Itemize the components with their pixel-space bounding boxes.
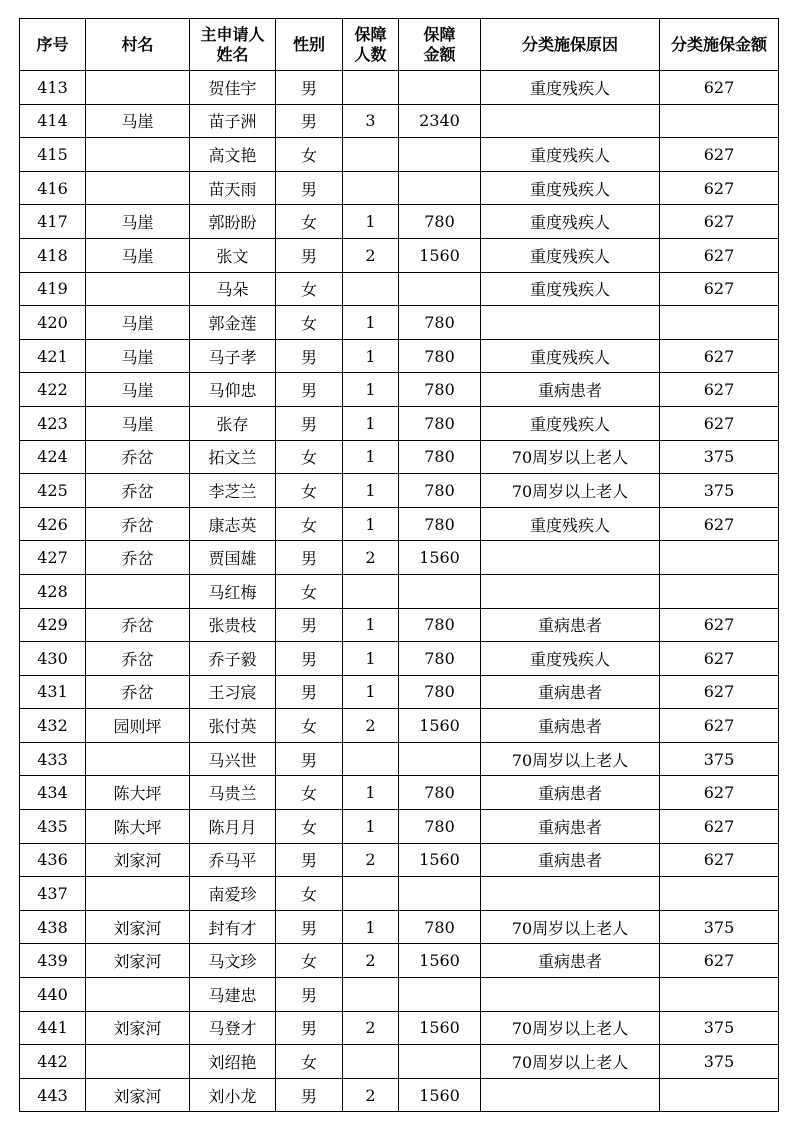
category-reason-cell: 重病患者 (481, 675, 660, 709)
category-reason-cell: 重度残疾人 (481, 272, 660, 306)
covered-count-cell: 1 (343, 608, 399, 642)
covered-count-cell (343, 978, 399, 1012)
table-row (20, 742, 779, 776)
gender-cell: 女 (276, 440, 343, 474)
gender-cell: 男 (276, 843, 343, 877)
amount-cell (399, 742, 481, 776)
village-cell: 乔岔 (86, 675, 190, 709)
gender-cell: 男 (276, 541, 343, 575)
seq-cell: 439 (20, 944, 86, 978)
category-reason-cell: 重度残疾人 (481, 238, 660, 272)
category-amount-cell: 627 (660, 171, 779, 205)
gender-cell: 男 (276, 642, 343, 676)
header-cell-village: 村名 (86, 19, 190, 71)
amount-cell: 780 (399, 474, 481, 508)
category-amount-cell: 627 (660, 776, 779, 810)
applicant-name-cell: 马红梅 (190, 574, 276, 608)
gender-cell: 女 (276, 776, 343, 810)
covered-count-cell: 1 (343, 373, 399, 407)
applicant-name-cell: 康志英 (190, 507, 276, 541)
category-reason-cell: 重度残疾人 (481, 171, 660, 205)
seq-cell: 414 (20, 104, 86, 138)
applicant-name-cell: 刘绍艳 (190, 1045, 276, 1079)
amount-cell: 1560 (399, 1078, 481, 1112)
covered-count-cell: 2 (343, 541, 399, 575)
covered-count-cell: 1 (343, 776, 399, 810)
village-cell (86, 272, 190, 306)
seq-cell: 418 (20, 238, 86, 272)
gender-cell: 女 (276, 944, 343, 978)
seq-cell: 429 (20, 608, 86, 642)
applicant-name-cell: 郭盼盼 (190, 205, 276, 239)
gender-cell: 男 (276, 1078, 343, 1112)
table-header (20, 19, 779, 71)
table-row (20, 406, 779, 440)
gender-cell: 男 (276, 339, 343, 373)
covered-count-cell: 1 (343, 642, 399, 676)
gender-cell: 男 (276, 406, 343, 440)
covered-count-cell (343, 877, 399, 911)
covered-count-cell: 2 (343, 709, 399, 743)
gender-cell: 男 (276, 608, 343, 642)
village-cell (86, 71, 190, 105)
village-cell: 马崖 (86, 406, 190, 440)
category-reason-cell: 重度残疾人 (481, 507, 660, 541)
category-amount-cell (660, 306, 779, 340)
gender-cell: 女 (276, 205, 343, 239)
gender-cell: 男 (276, 373, 343, 407)
gender-cell: 女 (276, 810, 343, 844)
covered-count-cell (343, 272, 399, 306)
amount-cell: 780 (399, 776, 481, 810)
category-amount-cell: 375 (660, 742, 779, 776)
table-row (20, 440, 779, 474)
table-row (20, 843, 779, 877)
category-reason-cell (481, 877, 660, 911)
table-row (20, 373, 779, 407)
applicant-name-cell: 马仰忠 (190, 373, 276, 407)
applicant-name-cell: 陈月月 (190, 810, 276, 844)
village-cell: 刘家河 (86, 944, 190, 978)
village-cell (86, 574, 190, 608)
seq-cell: 423 (20, 406, 86, 440)
seq-cell: 425 (20, 474, 86, 508)
category-reason-cell: 70周岁以上老人 (481, 440, 660, 474)
amount-cell: 780 (399, 373, 481, 407)
category-reason-cell: 70周岁以上老人 (481, 1045, 660, 1079)
village-cell: 刘家河 (86, 910, 190, 944)
village-cell: 马崖 (86, 306, 190, 340)
applicant-name-cell: 马子孝 (190, 339, 276, 373)
seq-cell: 432 (20, 709, 86, 743)
category-amount-cell: 627 (660, 238, 779, 272)
gender-cell: 男 (276, 71, 343, 105)
seq-cell: 422 (20, 373, 86, 407)
amount-cell: 1560 (399, 238, 481, 272)
covered-count-cell: 1 (343, 507, 399, 541)
table-row (20, 171, 779, 205)
category-amount-cell: 627 (660, 843, 779, 877)
gender-cell: 男 (276, 1011, 343, 1045)
category-amount-cell (660, 1078, 779, 1112)
amount-cell: 1560 (399, 709, 481, 743)
category-reason-cell: 重病患者 (481, 776, 660, 810)
amount-cell: 780 (399, 507, 481, 541)
category-amount-cell (660, 541, 779, 575)
village-cell: 乔岔 (86, 507, 190, 541)
seq-cell: 436 (20, 843, 86, 877)
header-row (20, 19, 779, 71)
seq-cell: 426 (20, 507, 86, 541)
covered-count-cell: 1 (343, 205, 399, 239)
category-reason-cell (481, 978, 660, 1012)
category-amount-cell: 375 (660, 910, 779, 944)
village-cell: 刘家河 (86, 843, 190, 877)
category-amount-cell: 627 (660, 642, 779, 676)
village-cell: 乔岔 (86, 541, 190, 575)
header-cell-seq: 序号 (20, 19, 86, 71)
applicant-name-cell: 封有才 (190, 910, 276, 944)
table-row (20, 810, 779, 844)
gender-cell: 女 (276, 1045, 343, 1079)
village-cell: 乔岔 (86, 608, 190, 642)
table-row (20, 675, 779, 709)
table-row (20, 238, 779, 272)
category-reason-cell: 70周岁以上老人 (481, 742, 660, 776)
covered-count-cell (343, 171, 399, 205)
header-cell-gender: 性别 (276, 19, 343, 71)
table-row (20, 71, 779, 105)
seq-cell: 428 (20, 574, 86, 608)
table-row (20, 507, 779, 541)
amount-cell: 780 (399, 440, 481, 474)
applicant-name-cell: 张付英 (190, 709, 276, 743)
category-reason-cell: 重度残疾人 (481, 642, 660, 676)
table-row (20, 877, 779, 911)
amount-cell: 2340 (399, 104, 481, 138)
village-cell (86, 1045, 190, 1079)
village-cell (86, 742, 190, 776)
covered-count-cell: 1 (343, 474, 399, 508)
applicant-name-cell: 王习宸 (190, 675, 276, 709)
applicant-name-cell: 刘小龙 (190, 1078, 276, 1112)
amount-cell: 780 (399, 642, 481, 676)
category-reason-cell: 重度残疾人 (481, 339, 660, 373)
header-cell-applicant: 主申请人姓名 (190, 19, 276, 71)
covered-count-cell: 1 (343, 810, 399, 844)
applicant-name-cell: 高文艳 (190, 138, 276, 172)
table-row (20, 474, 779, 508)
category-amount-cell: 627 (660, 138, 779, 172)
amount-cell (399, 171, 481, 205)
gender-cell: 男 (276, 104, 343, 138)
category-amount-cell: 627 (660, 608, 779, 642)
covered-count-cell: 1 (343, 306, 399, 340)
table-row (20, 1045, 779, 1079)
applicant-name-cell: 马文珍 (190, 944, 276, 978)
table-row (20, 138, 779, 172)
header-cell-category-amount: 分类施保金额 (660, 19, 779, 71)
table-row (20, 608, 779, 642)
applicant-name-cell: 乔马平 (190, 843, 276, 877)
seq-cell: 419 (20, 272, 86, 306)
covered-count-cell: 2 (343, 238, 399, 272)
amount-cell: 1560 (399, 541, 481, 575)
subsistence-roster-table (19, 18, 779, 1112)
table-row (20, 910, 779, 944)
category-reason-cell (481, 1078, 660, 1112)
table-row (20, 272, 779, 306)
applicant-name-cell: 马朵 (190, 272, 276, 306)
header-cell-covered-count: 保障人数 (343, 19, 399, 71)
village-cell: 马崖 (86, 238, 190, 272)
category-reason-cell: 70周岁以上老人 (481, 1011, 660, 1045)
applicant-name-cell: 贺佳宇 (190, 71, 276, 105)
applicant-name-cell: 李芝兰 (190, 474, 276, 508)
category-amount-cell (660, 978, 779, 1012)
applicant-name-cell: 南爱珍 (190, 877, 276, 911)
covered-count-cell: 1 (343, 440, 399, 474)
village-cell: 园则坪 (86, 709, 190, 743)
covered-count-cell: 3 (343, 104, 399, 138)
village-cell (86, 877, 190, 911)
seq-cell: 442 (20, 1045, 86, 1079)
covered-count-cell: 1 (343, 406, 399, 440)
category-reason-cell: 重度残疾人 (481, 406, 660, 440)
category-reason-cell: 重度残疾人 (481, 138, 660, 172)
seq-cell: 413 (20, 71, 86, 105)
covered-count-cell: 2 (343, 1078, 399, 1112)
seq-cell: 435 (20, 810, 86, 844)
applicant-name-cell: 拓文兰 (190, 440, 276, 474)
header-cell-amount: 保障金额 (399, 19, 481, 71)
category-amount-cell (660, 574, 779, 608)
category-amount-cell: 627 (660, 709, 779, 743)
covered-count-cell: 1 (343, 910, 399, 944)
applicant-name-cell: 张存 (190, 406, 276, 440)
category-reason-cell (481, 104, 660, 138)
category-amount-cell: 627 (660, 373, 779, 407)
category-reason-cell: 重病患者 (481, 944, 660, 978)
applicant-name-cell: 贾国雄 (190, 541, 276, 575)
seq-cell: 438 (20, 910, 86, 944)
gender-cell: 女 (276, 272, 343, 306)
seq-cell: 417 (20, 205, 86, 239)
table-row (20, 1078, 779, 1112)
category-amount-cell: 627 (660, 339, 779, 373)
village-cell: 乔岔 (86, 642, 190, 676)
village-cell (86, 171, 190, 205)
amount-cell (399, 138, 481, 172)
amount-cell: 780 (399, 910, 481, 944)
gender-cell: 女 (276, 474, 343, 508)
category-reason-cell: 重度残疾人 (481, 205, 660, 239)
village-cell: 乔岔 (86, 474, 190, 508)
gender-cell: 男 (276, 675, 343, 709)
covered-count-cell (343, 71, 399, 105)
table-row (20, 944, 779, 978)
category-reason-cell (481, 541, 660, 575)
village-cell: 马崖 (86, 339, 190, 373)
amount-cell (399, 1045, 481, 1079)
covered-count-cell (343, 742, 399, 776)
category-reason-cell: 重病患者 (481, 709, 660, 743)
seq-cell: 431 (20, 675, 86, 709)
applicant-name-cell: 苗天雨 (190, 171, 276, 205)
seq-cell: 443 (20, 1078, 86, 1112)
header-cell-category-reason: 分类施保原因 (481, 19, 660, 71)
table-row (20, 339, 779, 373)
amount-cell (399, 978, 481, 1012)
amount-cell: 780 (399, 339, 481, 373)
amount-cell: 780 (399, 406, 481, 440)
village-cell: 马崖 (86, 104, 190, 138)
seq-cell: 420 (20, 306, 86, 340)
amount-cell (399, 71, 481, 105)
village-cell: 陈大坪 (86, 810, 190, 844)
village-cell: 马崖 (86, 373, 190, 407)
seq-cell: 437 (20, 877, 86, 911)
table-row (20, 642, 779, 676)
category-amount-cell: 627 (660, 272, 779, 306)
applicant-name-cell: 张贵枝 (190, 608, 276, 642)
village-cell (86, 138, 190, 172)
gender-cell: 男 (276, 910, 343, 944)
amount-cell: 780 (399, 306, 481, 340)
category-amount-cell: 375 (660, 1011, 779, 1045)
amount-cell (399, 574, 481, 608)
covered-count-cell: 1 (343, 339, 399, 373)
village-cell (86, 978, 190, 1012)
category-amount-cell: 627 (660, 675, 779, 709)
gender-cell: 女 (276, 709, 343, 743)
category-reason-cell: 70周岁以上老人 (481, 474, 660, 508)
category-reason-cell (481, 306, 660, 340)
amount-cell (399, 272, 481, 306)
amount-cell: 780 (399, 608, 481, 642)
table-row (20, 978, 779, 1012)
seq-cell: 430 (20, 642, 86, 676)
category-reason-cell: 重病患者 (481, 373, 660, 407)
table-row (20, 541, 779, 575)
seq-cell: 416 (20, 171, 86, 205)
table-row (20, 776, 779, 810)
gender-cell: 女 (276, 877, 343, 911)
seq-cell: 434 (20, 776, 86, 810)
table-row (20, 1011, 779, 1045)
gender-cell: 女 (276, 138, 343, 172)
table-row (20, 104, 779, 138)
village-cell: 乔岔 (86, 440, 190, 474)
category-reason-cell: 70周岁以上老人 (481, 910, 660, 944)
category-amount-cell: 375 (660, 440, 779, 474)
amount-cell: 1560 (399, 1011, 481, 1045)
village-cell: 刘家河 (86, 1078, 190, 1112)
category-amount-cell: 627 (660, 406, 779, 440)
amount-cell: 780 (399, 675, 481, 709)
category-amount-cell: 627 (660, 71, 779, 105)
table-row (20, 205, 779, 239)
covered-count-cell: 2 (343, 1011, 399, 1045)
amount-cell (399, 877, 481, 911)
category-amount-cell (660, 104, 779, 138)
covered-count-cell (343, 574, 399, 608)
covered-count-cell: 1 (343, 675, 399, 709)
table-row (20, 306, 779, 340)
village-cell: 陈大坪 (86, 776, 190, 810)
applicant-name-cell: 苗子洲 (190, 104, 276, 138)
gender-cell: 男 (276, 978, 343, 1012)
seq-cell: 421 (20, 339, 86, 373)
seq-cell: 441 (20, 1011, 86, 1045)
applicant-name-cell: 马登才 (190, 1011, 276, 1045)
seq-cell: 427 (20, 541, 86, 575)
covered-count-cell: 2 (343, 843, 399, 877)
category-amount-cell: 627 (660, 944, 779, 978)
table-row (20, 709, 779, 743)
gender-cell: 女 (276, 507, 343, 541)
applicant-name-cell: 马兴世 (190, 742, 276, 776)
applicant-name-cell: 张文 (190, 238, 276, 272)
category-amount-cell: 627 (660, 205, 779, 239)
amount-cell: 1560 (399, 944, 481, 978)
village-cell: 刘家河 (86, 1011, 190, 1045)
amount-cell: 780 (399, 205, 481, 239)
gender-cell: 男 (276, 238, 343, 272)
table-body (20, 71, 779, 1112)
applicant-name-cell: 乔子毅 (190, 642, 276, 676)
table-row (20, 574, 779, 608)
category-amount-cell (660, 877, 779, 911)
category-reason-cell: 重度残疾人 (481, 71, 660, 105)
gender-cell: 女 (276, 574, 343, 608)
amount-cell: 1560 (399, 843, 481, 877)
category-amount-cell: 375 (660, 1045, 779, 1079)
seq-cell: 424 (20, 440, 86, 474)
covered-count-cell (343, 1045, 399, 1079)
village-cell: 马崖 (86, 205, 190, 239)
covered-count-cell (343, 138, 399, 172)
seq-cell: 440 (20, 978, 86, 1012)
amount-cell: 780 (399, 810, 481, 844)
seq-cell: 433 (20, 742, 86, 776)
category-reason-cell: 重病患者 (481, 843, 660, 877)
gender-cell: 女 (276, 306, 343, 340)
category-reason-cell: 重病患者 (481, 608, 660, 642)
category-reason-cell: 重病患者 (481, 810, 660, 844)
category-amount-cell: 627 (660, 810, 779, 844)
applicant-name-cell: 郭金莲 (190, 306, 276, 340)
category-amount-cell: 627 (660, 507, 779, 541)
gender-cell: 男 (276, 171, 343, 205)
category-reason-cell (481, 574, 660, 608)
gender-cell: 男 (276, 742, 343, 776)
covered-count-cell: 2 (343, 944, 399, 978)
applicant-name-cell: 马建忠 (190, 978, 276, 1012)
applicant-name-cell: 马贵兰 (190, 776, 276, 810)
seq-cell: 415 (20, 138, 86, 172)
category-amount-cell: 375 (660, 474, 779, 508)
